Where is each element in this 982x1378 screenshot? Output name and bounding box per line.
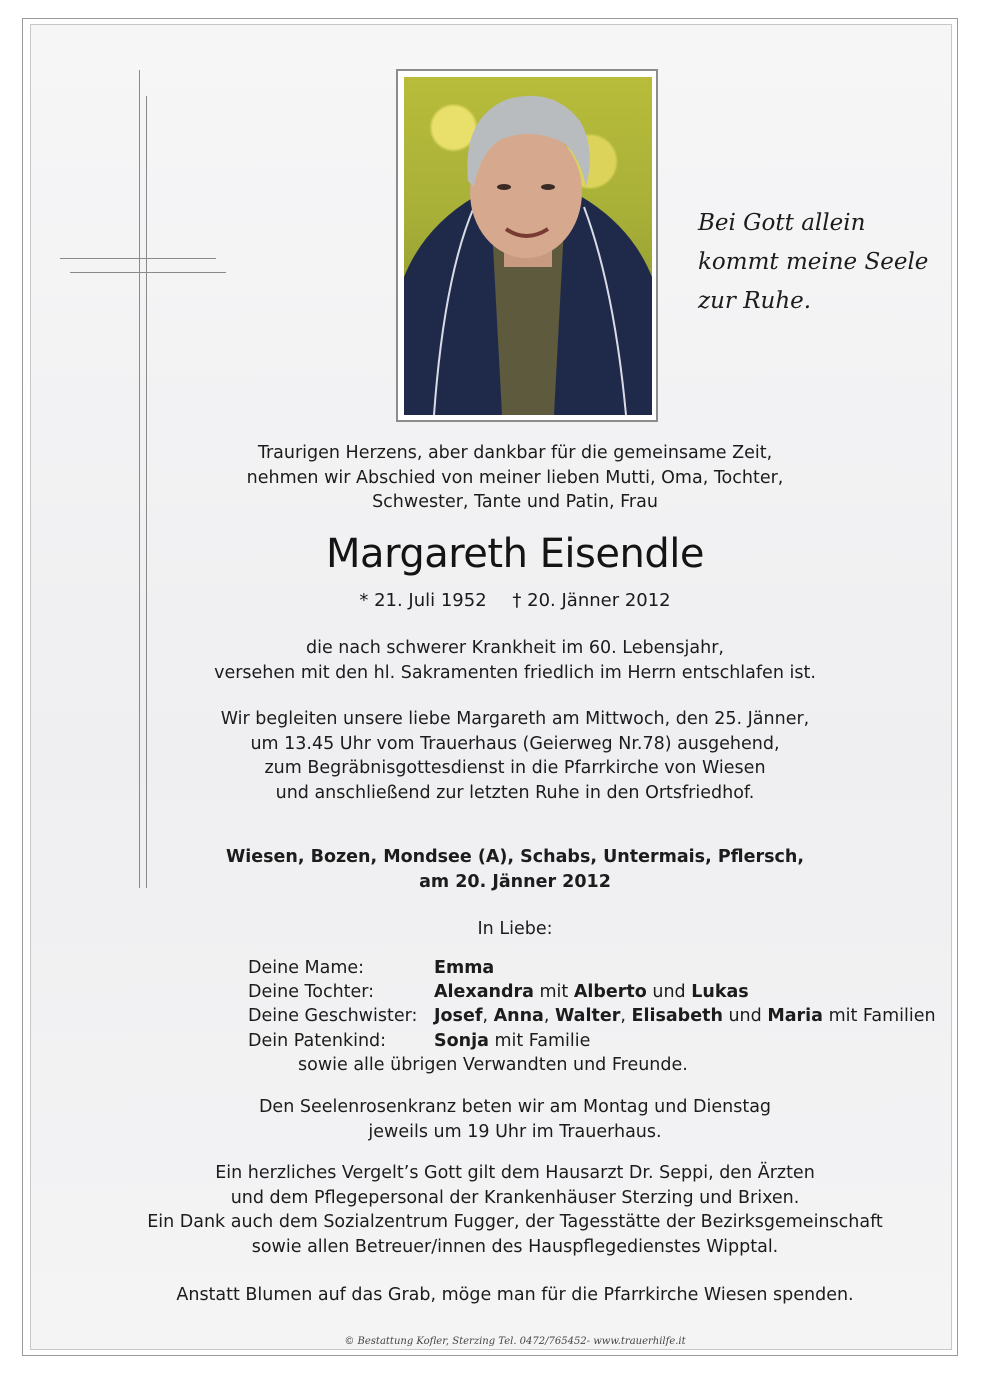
family-row <box>248 1004 948 1028</box>
family-row <box>248 1029 948 1053</box>
family-member-connector: und <box>722 1006 768 1027</box>
family-relation: Deine Mame: <box>248 958 365 978</box>
intro-text <box>110 441 920 515</box>
passing-line: die nach schwerer Krankheit im 60. Lebensjahr, <box>306 638 724 658</box>
thanks-text <box>110 1161 920 1259</box>
birth-date: * 21. Juli 1952 <box>359 590 487 611</box>
flowers-text: Anstatt Blumen auf das Grab, möge man für die Pfarrkirche Wiesen spenden. <box>176 1285 854 1305</box>
rosary-text <box>110 1095 920 1144</box>
thanks-line: Ein herzliches Vergelt’s Gott gilt dem Hausarzt Dr. Seppi, den Ärzten <box>215 1163 815 1183</box>
portrait-photo <box>404 77 652 415</box>
intro-line: nehmen wir Abschied von meiner lieben Mutti, Oma, Tochter, <box>246 467 784 488</box>
family-member-name: Anna <box>493 1006 544 1027</box>
life-dates <box>110 589 920 613</box>
family-list <box>248 956 948 1077</box>
place-date <box>110 845 920 894</box>
family-member-name: Elisabeth <box>631 1006 723 1027</box>
date-line: am 20. Jänner 2012 <box>419 871 611 892</box>
family-member-name: Maria <box>767 1006 823 1027</box>
passing-text <box>110 636 920 685</box>
bible-verse: Bei Gott allein kommt meine Seele zur Ruhe. <box>698 210 929 314</box>
family-members <box>434 1004 936 1028</box>
thanks-line: und dem Pflegepersonal der Krankenhäuser Sterzing und Brixen. <box>230 1187 800 1208</box>
family-members <box>434 956 494 980</box>
rosary-line: Den Seelenrosenkranz beten wir am Montag und Dienstag <box>258 1097 772 1117</box>
death-date: † 20. Jänner 2012 <box>512 590 671 611</box>
family-member-name: Alexandra <box>434 982 534 1003</box>
family-member-connector: , <box>482 1006 494 1027</box>
family-member-connector: , <box>620 1006 632 1027</box>
family-member-name: Alberto <box>573 982 647 1003</box>
cross-line <box>70 272 226 273</box>
family-member-connector: mit Familien <box>823 1006 936 1027</box>
family-members <box>434 1029 590 1053</box>
family-row <box>248 956 948 980</box>
funeral-line: und anschließend zur letzten Ruhe in den Ortsfriedhof. <box>275 782 755 803</box>
thanks-line: sowie allen Betreuer/innen des Hauspflegedienstes Wipptal. <box>251 1236 779 1257</box>
family-members <box>434 980 749 1004</box>
intro-line: Traurigen Herzens, aber dankbar für die gemeinsame Zeit, <box>257 443 773 463</box>
family-member-name: Sonja <box>434 1030 489 1051</box>
thanks-line: Ein Dank auch dem Sozialzentrum Fugger, der Tagesstätte der Bezirksgemeinschaft <box>147 1212 883 1232</box>
footer-credit: © Bestattung Kofler, Sterzing Tel. 0472/765452- www.trauerhilfe.it <box>344 1336 686 1347</box>
funeral-line: um 13.45 Uhr vom Trauerhaus (Geierweg Nr.78) ausgehend, <box>250 733 780 754</box>
place-line: Wiesen, Bozen, Mondsee (A), Schabs, Untermais, Pflersch, <box>225 847 805 867</box>
rosary-line: jeweils um 19 Uhr im Trauerhaus. <box>368 1121 662 1142</box>
family-member-name: Lukas <box>691 982 749 1003</box>
family-relation: Deine Geschwister: <box>248 1006 418 1027</box>
family-member-name: Josef <box>434 1006 483 1027</box>
family-row <box>248 980 948 1004</box>
funeral-line: zum Begräbnisgottesdienst in die Pfarrkirche von Wiesen <box>264 758 766 778</box>
funeral-line: Wir begleiten unsere liebe Margareth am Mittwoch, den 25. Jänner, <box>220 709 810 729</box>
deceased-name: Margareth Eisendle <box>326 531 704 577</box>
cross-line <box>60 258 216 259</box>
family-member-name: Emma <box>434 958 495 978</box>
family-member-connector: mit <box>533 982 574 1003</box>
passing-line: versehen mit den hl. Sakramenten friedlich im Herrn entschlafen ist. <box>214 662 816 683</box>
family-relation: Dein Patenkind: <box>248 1030 387 1051</box>
family-rest: sowie alle übrigen Verwandten und Freunde. <box>298 1054 688 1075</box>
family-member-connector: , <box>543 1006 555 1027</box>
family-relation: Deine Tochter: <box>248 982 375 1003</box>
intro-line: Schwester, Tante und Patin, Frau <box>372 492 658 512</box>
family-member-connector: mit Familie <box>488 1030 591 1051</box>
funeral-text <box>110 707 920 805</box>
family-member-connector: und <box>646 982 692 1003</box>
in-love-heading: In Liebe: <box>477 919 553 939</box>
family-member-name: Walter <box>555 1006 621 1027</box>
